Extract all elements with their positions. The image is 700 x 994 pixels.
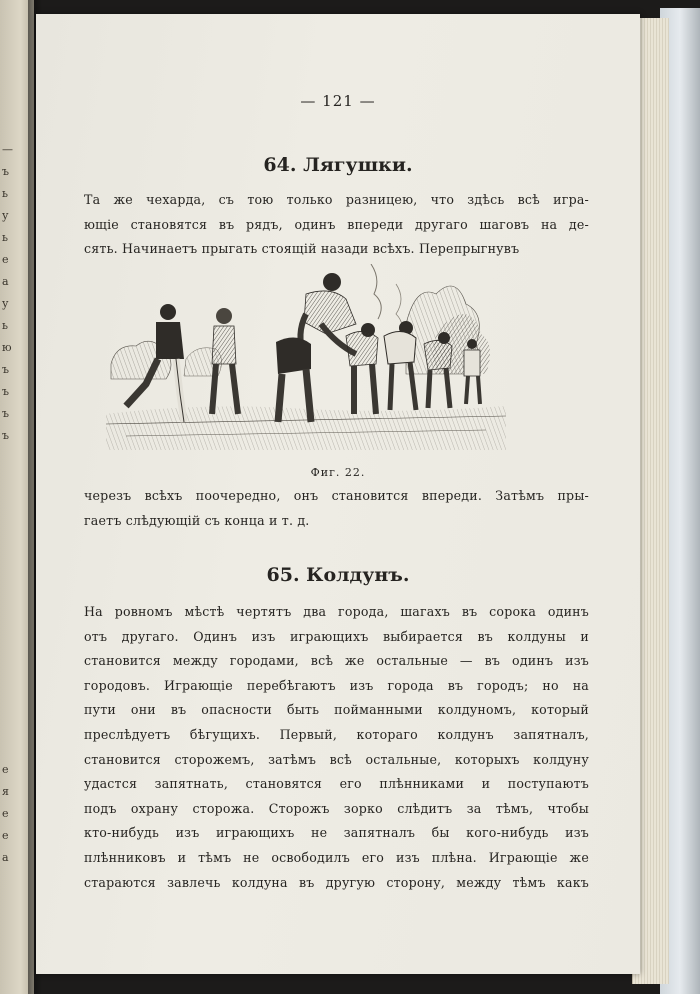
left-page-fragment: а	[2, 275, 9, 288]
left-page-fragment: у	[2, 209, 9, 222]
text-line: пути они въ опасности быть пойманными колдуномъ, который	[84, 702, 589, 718]
text-line: отъ другаго. Одинъ изъ играющихъ выбирается въ колдуны и	[84, 628, 589, 644]
section-frogs-text-before-figure	[84, 188, 589, 262]
left-page-fragment: е	[2, 807, 9, 820]
left-page-fragment: ю	[2, 341, 12, 354]
text-line: становится между городами, всѣ же остальные — въ одинъ изъ	[84, 653, 589, 669]
text-line: подъ охрану сторожа. Сторожъ зорко слѣдитъ за тѣмъ, чтобы	[84, 800, 589, 816]
left-page-fragment: а	[2, 851, 9, 864]
text-line: становится сторожемъ, затѣмъ всѣ остальные, которыхъ колдуну	[84, 751, 589, 767]
text-line: гаетъ слѣдующій съ конца и т. д.	[84, 512, 310, 528]
text-line: городовъ. Играющіе перебѣгаютъ изъ города въ городъ; но на	[84, 677, 589, 693]
left-page-fragment: е	[2, 829, 9, 842]
text-line: черезъ всѣхъ поочередно, онъ становится впереди. Затѣмъ пры-	[84, 488, 589, 503]
left-page-fragment: ь	[2, 187, 8, 200]
section-frogs-text-after-figure	[84, 484, 589, 533]
left-page-fragment: —	[2, 143, 13, 156]
left-page-fragment: ъ	[2, 165, 9, 178]
left-page-fragment: ь	[2, 231, 8, 244]
left-page-fragment: е	[2, 253, 9, 266]
left-page-fragment: ъ	[2, 429, 9, 442]
text-line: На ровномъ мѣстѣ чертятъ два города, шагахъ въ сорока одинъ	[84, 604, 589, 619]
text-line: ющіе становятся въ рядъ, одинъ впереди другаго шаговъ на де-	[84, 216, 589, 232]
left-page-fragment: ь	[2, 319, 8, 332]
text-line: Та же чехарда, съ тою только разницею, что здѣсь всѣ игра-	[84, 192, 589, 207]
text-line: преслѣдуетъ бѣгущихъ. Первый, котораго колдунъ запятналъ,	[84, 726, 589, 742]
left-page-fragment: ъ	[2, 363, 9, 376]
left-page-fragment: я	[2, 785, 9, 798]
text-line: кто-нибудь изъ играющихъ не запятналъ бы кого-нибудь изъ	[84, 825, 589, 841]
leapfrog-engraving-illustration	[106, 264, 506, 450]
section-sorcerer-text	[84, 600, 589, 895]
left-page-fragment: ъ	[2, 385, 9, 398]
text-line: плѣнниковъ и тѣмъ не освободилъ его изъ плѣна. Играющіе же	[84, 849, 589, 865]
text-line: сять. Начинаетъ прыгать стоящій назади всѣхъ. Перепрыгнувъ	[84, 241, 520, 257]
book-page	[36, 14, 640, 974]
text-line: стараются завлечь колдуна въ другую сторону, между тѣмъ какъ	[84, 874, 589, 890]
figure-caption: Фиг. 22.	[310, 466, 366, 479]
section-title-frogs: 64. Лягушки.	[263, 154, 413, 176]
section-title-sorcerer: 65. Колдунъ.	[266, 564, 410, 586]
left-page-fragment: ъ	[2, 407, 9, 420]
left-page-fragment: у	[2, 297, 9, 310]
left-page-fragment: е	[2, 763, 9, 776]
page-number: — 121 —	[300, 92, 376, 110]
text-line: удастся запятнать, становятся его плѣнниками и поступаютъ	[84, 776, 589, 792]
